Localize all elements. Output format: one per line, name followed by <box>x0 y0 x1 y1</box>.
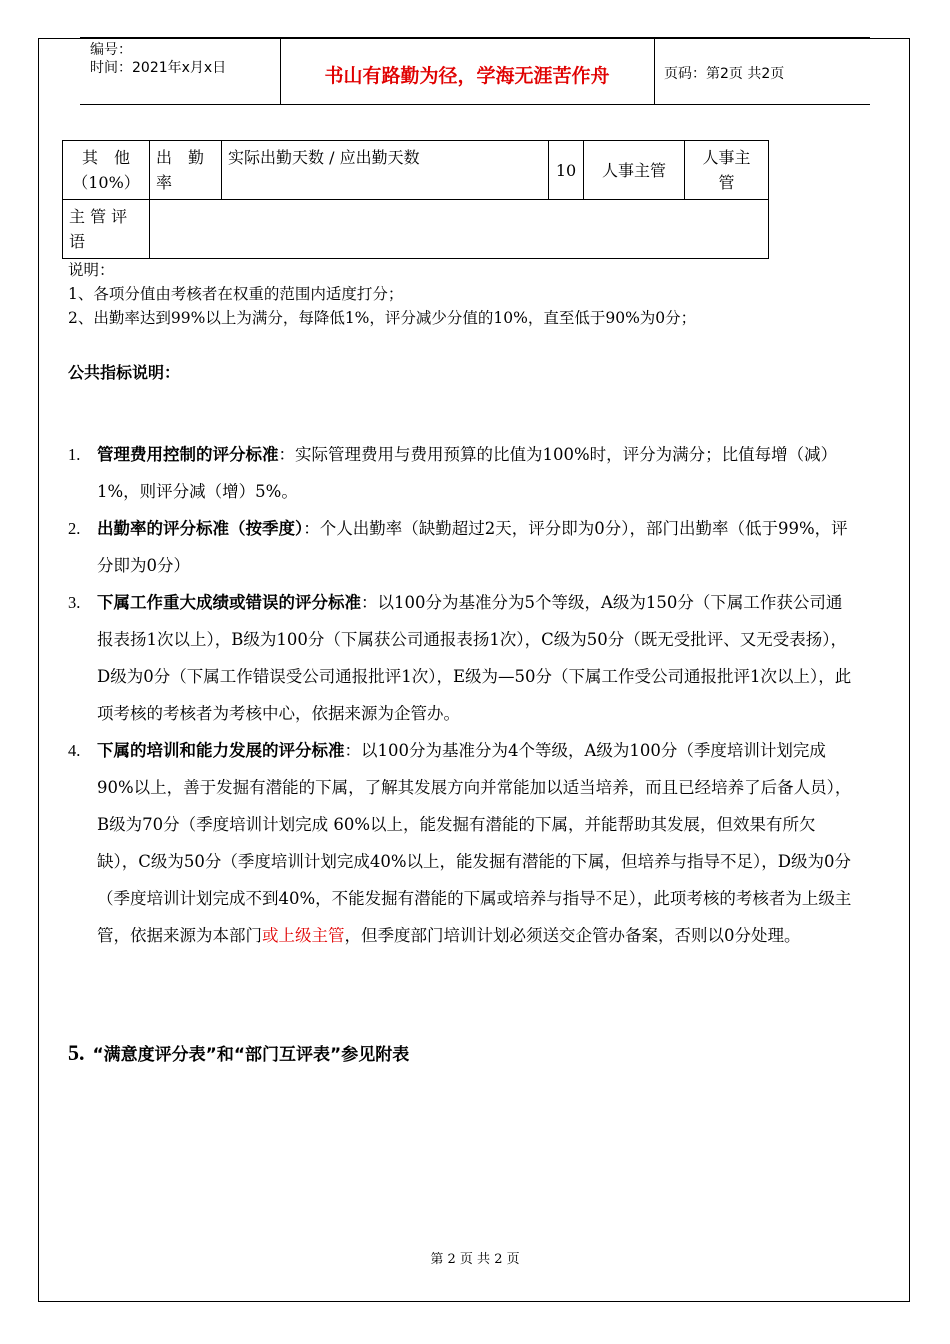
item-number: 4. <box>68 741 81 760</box>
date-line: 时间：2021年x月x日 <box>90 60 227 76</box>
note-line: 2、出勤率达到99%以上为满分，每降低1%，评分减少分值的10%，直至低于90%为0分； <box>68 309 697 327</box>
item-label: “满意度评分表”和“部门互评表”参见附表 <box>92 1045 410 1065</box>
table-row <box>63 200 769 259</box>
item-number: 3. <box>68 593 81 612</box>
item-label: 下属工作重大成绩或错误的评分标准 <box>97 593 361 612</box>
item-label: 管理费用控制的评分标准 <box>97 445 279 464</box>
comment-label-cell <box>63 200 150 259</box>
evaluation-table <box>62 140 769 259</box>
public-indicators-title: 公共指标说明： <box>68 363 181 382</box>
item-number: 2. <box>68 519 81 538</box>
comment-content-cell <box>150 200 769 259</box>
item-text-highlight: 或上级主管 <box>262 926 345 945</box>
list-item <box>68 510 854 584</box>
header-motto: 书山有路勤为径，学海无涯苦作舟 <box>324 65 610 87</box>
metric-label-bottom: 率 <box>156 173 173 192</box>
comment-label-bottom: 语 <box>69 232 86 251</box>
page-footer <box>0 1248 950 1267</box>
item-text: ：以100分为基准分为5个等级，A级为150分（下属工作获公司通报表扬1次以上），B级为100分（下属获公司通报表扬1次），C级为50分（既无受批评、又无受表扬），D级为0分（下属工作错误受公司通报批评1次），E级为—50分（下属工作受公司通报批评1次以上），此项考核的考核者为考核中心，依据来源为企管办。 <box>97 593 852 723</box>
item-number: 1. <box>68 445 81 464</box>
item-number: 5. <box>68 1040 85 1065</box>
header-bottom-rule <box>80 104 870 105</box>
list-item <box>68 436 854 510</box>
item-text: ：个人出勤率（缺勤超过2天，评分即为0分），部门出勤率（低于99%，评分即为0分） <box>97 519 848 575</box>
item-label: 下属的培训和能力发展的评分标准 <box>97 741 345 760</box>
footer-page-number: 第 2 页 共 2 页 <box>430 1252 520 1267</box>
list-item <box>68 732 854 954</box>
page-header <box>80 37 870 105</box>
evaluator-cell: 人事主管 <box>584 141 685 200</box>
source-label-top: 人事主 <box>702 148 751 167</box>
item-label: 出勤率的评分标准（按季度） <box>97 519 304 538</box>
list-item <box>68 584 854 732</box>
item-text: ：以100分为基准分为4个等级，A级为100分（季度培训计划完成90%以上，善于发掘有潜能的下属，了解其发展方向并常能加以适当培养，而且已经培养了后备人员），B级为70分（季度培训计划完成 60%以上，能发掘有潜能的下属，并能帮助其发展，但效果有所欠缺），C级为50分（季度培训计划完成40%以上，能发掘有潜能的下属，但培养与指导不足），D级为0分（季度培训计划完成不到40%，不能发掘有潜能的下属或培养与指导不足），此项考核的考核者为上级主管，依据来源为本部门 <box>97 741 852 945</box>
category-label: 其 他 <box>81 148 130 167</box>
header-meta <box>90 41 226 77</box>
item-five <box>68 1040 409 1066</box>
metric-cell <box>150 141 222 200</box>
category-cell <box>63 141 150 200</box>
note-line: 1、各项分值由考核者在权重的范围内适度打分； <box>68 285 404 303</box>
category-weight: （10%） <box>72 173 140 192</box>
table-row <box>63 141 769 200</box>
header-page-info: 页码：第2页 共2页 <box>664 66 785 82</box>
formula-cell: 实际出勤天数 / 应出勤天数 <box>222 141 549 200</box>
indicator-list <box>68 436 854 954</box>
comment-label-top: 主 管 评 <box>69 207 128 226</box>
metric-label-top: 出 勤 <box>156 148 205 167</box>
item-text: ：实际管理费用与费用预算的比值为100%时，评分为满分；比值每增（减）1%，则评分减（增）5%。 <box>97 445 838 501</box>
header-top-rule <box>80 37 870 38</box>
source-label-bottom: 管 <box>718 173 735 192</box>
notes-title: 说明： <box>68 261 115 279</box>
weight-cell: 10 <box>549 141 584 200</box>
source-cell <box>685 141 769 200</box>
serial-label: 编号： <box>90 42 132 58</box>
header-divider-right <box>654 37 655 105</box>
notes-section <box>68 258 696 330</box>
item-text: ，但季度部门培训计划必须送交企管办备案，否则以0分处理。 <box>344 926 801 945</box>
